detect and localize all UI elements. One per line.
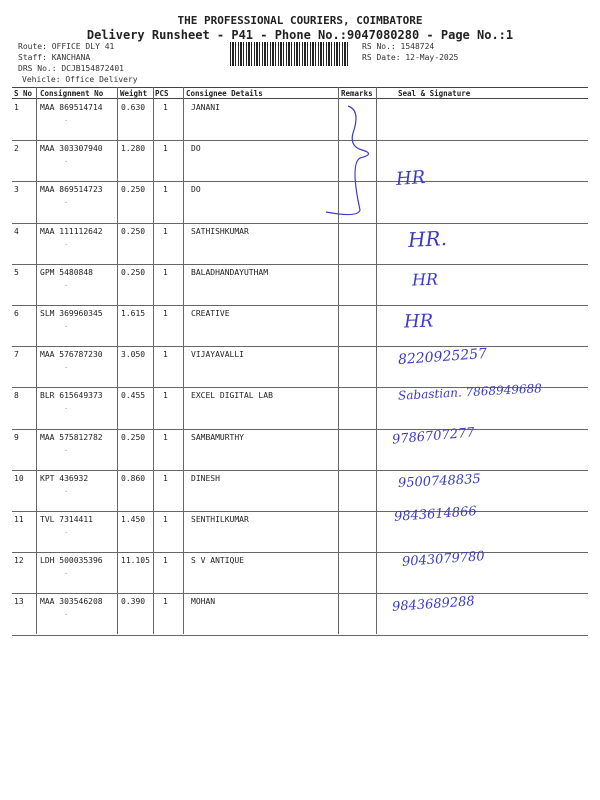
table-row-pcs: 1 (163, 267, 168, 277)
table-row-consignee: S V ANTIQUE (191, 556, 244, 566)
table-row-consignee: JANANI (191, 103, 220, 112)
table-header-border (12, 98, 588, 99)
table-row-sno: 11 (14, 515, 24, 524)
table-row-divider (12, 346, 588, 347)
runsheet-subtitle: Delivery Runsheet - P41 - Phone No.:9047080280 - Page No.:1 (86, 28, 514, 42)
table-row-consignment: MAA 303546208 (40, 597, 103, 607)
handwritten-signature: HR (395, 167, 426, 191)
table-row-divider (12, 305, 588, 306)
table-row-consignee: CREATIVE (191, 309, 230, 318)
table-row-sno: 6 (14, 309, 19, 318)
table-row-weight: 0.630 (121, 103, 146, 112)
table-row-mark: · (64, 117, 69, 125)
handwritten-signature: 8220925257 (397, 346, 488, 369)
table-row-consignment: BLR 615649373 (40, 391, 103, 401)
rs-number: RS No.: 1548724 (362, 42, 435, 51)
table-row-consignment: GPM 5480848 (40, 267, 93, 277)
table-row-weight: 0.390 (121, 597, 146, 607)
table-row-consignment: TVL 7314411 (40, 515, 93, 524)
handwritten-signature: HR (411, 269, 439, 290)
table-row-weight: 0.455 (121, 391, 146, 401)
table-row-mark: · (64, 158, 69, 167)
table-row-pcs: 1 (163, 597, 168, 607)
table-row-sno: 7 (14, 350, 19, 360)
table-row-mark: · (64, 487, 69, 496)
table-row-mark: · (64, 405, 69, 414)
table-row-weight: 1.280 (121, 144, 146, 154)
table-row-mark: · (64, 611, 69, 620)
header-sno: S No (14, 89, 33, 98)
handwritten-signature: 9843614866 (393, 504, 478, 525)
table-row-divider (12, 552, 588, 553)
table-row-weight: 0.860 (121, 473, 146, 483)
table-row-mark: · (64, 364, 69, 373)
table-row-mark: · (64, 570, 69, 579)
route-label: Route: OFFICE DLY 41 (18, 42, 115, 51)
handwritten-signature: 9786707277 (391, 425, 476, 448)
table-row-sno: 2 (14, 144, 19, 154)
table-row-consignee: VIJAYAVALLI (191, 350, 244, 360)
table-row-sno: 9 (14, 432, 19, 442)
table-row-mark: · (64, 323, 69, 331)
table-row-consignment: MAA 111112642 (40, 226, 103, 236)
handwritten-signature: Sabastian. 7868949688 (397, 381, 543, 404)
handwritten-signature: 9500748835 (397, 471, 482, 491)
table-row-weight: 1.615 (121, 309, 146, 318)
table-row-weight: 0.250 (121, 185, 146, 195)
table-row-consignee: SATHISHKUMAR (191, 226, 249, 236)
table-row-weight: 0.250 (121, 432, 146, 442)
table-row-weight: 1.450 (121, 515, 146, 524)
rs-date: RS Date: 12-May-2025 (362, 53, 459, 62)
table-row-weight: 0.250 (121, 226, 146, 236)
handwritten-signature: 9043079780 (401, 549, 486, 571)
header-remarks: Remarks (341, 89, 373, 98)
table-row-consignee: BALADHANDAYUTHAM (191, 267, 269, 277)
table-row-consignment: KPT 436932 (40, 473, 89, 483)
table-row-pcs: 1 (163, 309, 168, 318)
table-row-pcs: 1 (163, 185, 168, 195)
table-row-weight: 0.250 (121, 267, 146, 277)
table-row-weight: 11.105 (121, 556, 150, 566)
table-row-consignment: MAA 576787230 (40, 350, 103, 360)
table-row-consignee: DINESH (191, 473, 220, 483)
table-row-sno: 13 (14, 597, 24, 607)
table-row-pcs: 1 (163, 556, 168, 566)
table-row-divider (12, 181, 588, 182)
table-row-divider (12, 635, 588, 636)
table-row-divider (12, 140, 588, 141)
table-row-pcs: 1 (163, 144, 168, 154)
table-row-divider (12, 470, 588, 471)
table-row-consignment: MAA 575812782 (40, 432, 103, 442)
table-row-mark: · (64, 240, 69, 249)
handwritten-signature: HR (403, 310, 434, 333)
table-row-divider (12, 223, 588, 224)
staff-label: Staff: KANCHANA (18, 53, 91, 62)
table-row-divider (12, 264, 588, 265)
table-row-sno: 4 (14, 226, 19, 236)
table-row-mark: · (64, 199, 69, 208)
table-row-consignee: DO (191, 144, 201, 154)
table-row-consignment: MAA 869514723 (40, 185, 103, 195)
table-row-weight: 3.050 (121, 350, 146, 360)
table-row-consignee: SENTHILKUMAR (191, 515, 249, 524)
drs-label: DRS No.: DCJB154872401 (18, 64, 124, 73)
header-signature: Seal & Signature (398, 89, 471, 98)
table-row-mark: · (64, 281, 69, 290)
table-row-divider (12, 593, 588, 594)
table-row-mark: · (64, 529, 69, 537)
table-row-pcs: 1 (163, 515, 168, 524)
table-row-consignment: SLM 369960345 (40, 309, 103, 318)
table-row-pcs: 1 (163, 391, 168, 401)
remarks-bracket (320, 100, 380, 225)
header-pcs: PCS (155, 89, 169, 98)
company-title: THE PROFESSIONAL COURIERS, COIMBATORE (177, 14, 423, 27)
vehicle-label: Vehicle: Office Delivery (22, 75, 138, 84)
table-row-pcs: 1 (163, 103, 168, 112)
table-row-consignee: MOHAN (191, 597, 216, 607)
table-row-sno: 1 (14, 103, 19, 112)
table-row-sno: 10 (14, 473, 24, 483)
table-row-consignment: MAA 303307940 (40, 144, 103, 154)
table-row-consignee: SAMBAMURTHY (191, 432, 244, 442)
table-row-pcs: 1 (163, 226, 168, 236)
table-row-consignee: DO (191, 185, 201, 195)
handwritten-signature: 9843689288 (391, 594, 476, 616)
table-row-sno: 5 (14, 267, 19, 277)
table-row-consignee: EXCEL DIGITAL LAB (191, 391, 273, 401)
header-consignment: Consignment No (40, 89, 104, 98)
table-row-pcs: 1 (163, 473, 168, 483)
table-row-sno: 12 (14, 556, 24, 566)
table-row-pcs: 1 (163, 350, 168, 360)
handwritten-signature: HR. (407, 225, 448, 252)
table-row-sno: 8 (14, 391, 19, 401)
header-weight: Weight (120, 89, 148, 98)
table-row-sno: 3 (14, 185, 19, 195)
table-top-border (12, 87, 588, 88)
table-row-mark: · (64, 446, 69, 455)
barcode (230, 42, 350, 66)
table-row-divider (12, 511, 588, 512)
table-row-consignment: MAA 869514714 (40, 103, 103, 112)
table-row-consignment: LDH 500035396 (40, 556, 103, 566)
table-row-pcs: 1 (163, 432, 168, 442)
table-row-divider (12, 429, 588, 430)
header-consignee: Consignee Details (186, 89, 263, 98)
